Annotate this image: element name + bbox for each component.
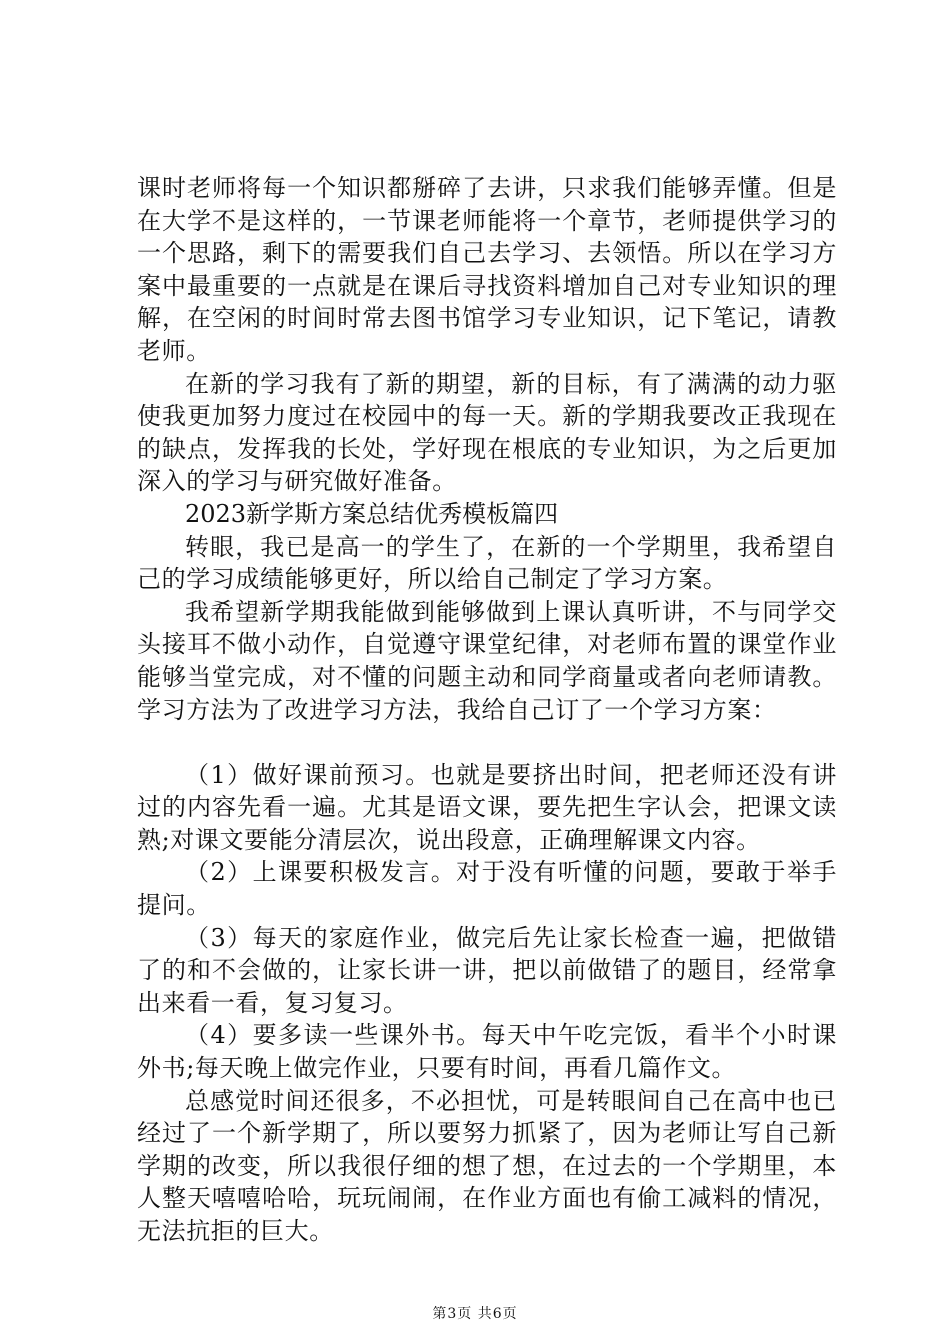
blank-line [137, 726, 837, 759]
list-item: （1）做好课前预习。也就是要挤出时间，把老师还没有讲过的内容先看一遍。尤其是语文课，要先把生字认会，把课文读熟;对课文要能分清层次，说出段意，正确理解课文内容。 [137, 760, 837, 854]
paragraph-closing: 总感觉时间还很多，不必担忧，可是转眼间自己在高中也已经过了一个新学期了，所以要努力抓紧了，因为老师让写自己新学期的改变，所以我很仔细的想了想，在过去的一个学期里，本人整天嘻嘻哈哈，玩玩闹闹，在作业方面也有偷工减料的情况，无法抗拒的巨大。 [137, 1086, 837, 1245]
list-item: （2）上课要积极发言。对于没有听懂的问题，要敢于举手提问。 [137, 858, 837, 920]
paragraph-new-goals: 在新的学习我有了新的期望，新的目标，有了满满的动力驱使我更加努力度过在校园中的每一天。新的学期我要改正我现在的缺点，发挥我的长处，学好现在根底的专业知识，为之后更加深入的学习与研究做好准备。 [137, 369, 837, 496]
list-item: （4）要多读一些课外书。每天中午吃完饭，看半个小时课外书;每天晚上做完作业，只要有时间，再看几篇作文。 [137, 1021, 837, 1083]
plan-list [137, 759, 837, 1085]
paragraph-intro: 转眼，我已是高一的学生了，在新的一个学期里，我希望自己的学习成绩能够更好，所以给自己制定了学习方案。 [137, 532, 837, 594]
paragraph-continued: 课时老师将每一个知识都掰碎了去讲，只求我们能够弄懂。但是在大学不是这样的，一节课老师能将一个章节，老师提供学习的一个思路，剩下的需要我们自己去学习、去领悟。所以在学习方案中最重要的一点就是在课后寻找资料增加自己对专业知识的理解，在空闲的时间时常去图书馆学习专业知识，记下笔记，请教老师。 [137, 174, 837, 365]
section-title: 2023新学斯方案总结优秀模板篇四 [185, 499, 559, 528]
document-body [137, 172, 837, 1248]
page-footer: 第3页 共6页 [432, 1306, 518, 1322]
list-item: （3）每天的家庭作业，做完后先让家长检查一遍，把做错了的和不会做的，让家长讲一讲，把以前做错了的题目，经常拿出来看一看，复习复习。 [137, 923, 837, 1017]
paragraph-hope: 我希望新学期我能做到能够做到上课认真听讲，不与同学交头接耳不做小动作，自觉遵守课堂纪律，对老师布置的课堂作业能够当堂完成，对不懂的问题主动和同学商量或者向老师请教。学习方法为了改进学习方法，我给自己订了一个学习方案： [137, 597, 837, 724]
